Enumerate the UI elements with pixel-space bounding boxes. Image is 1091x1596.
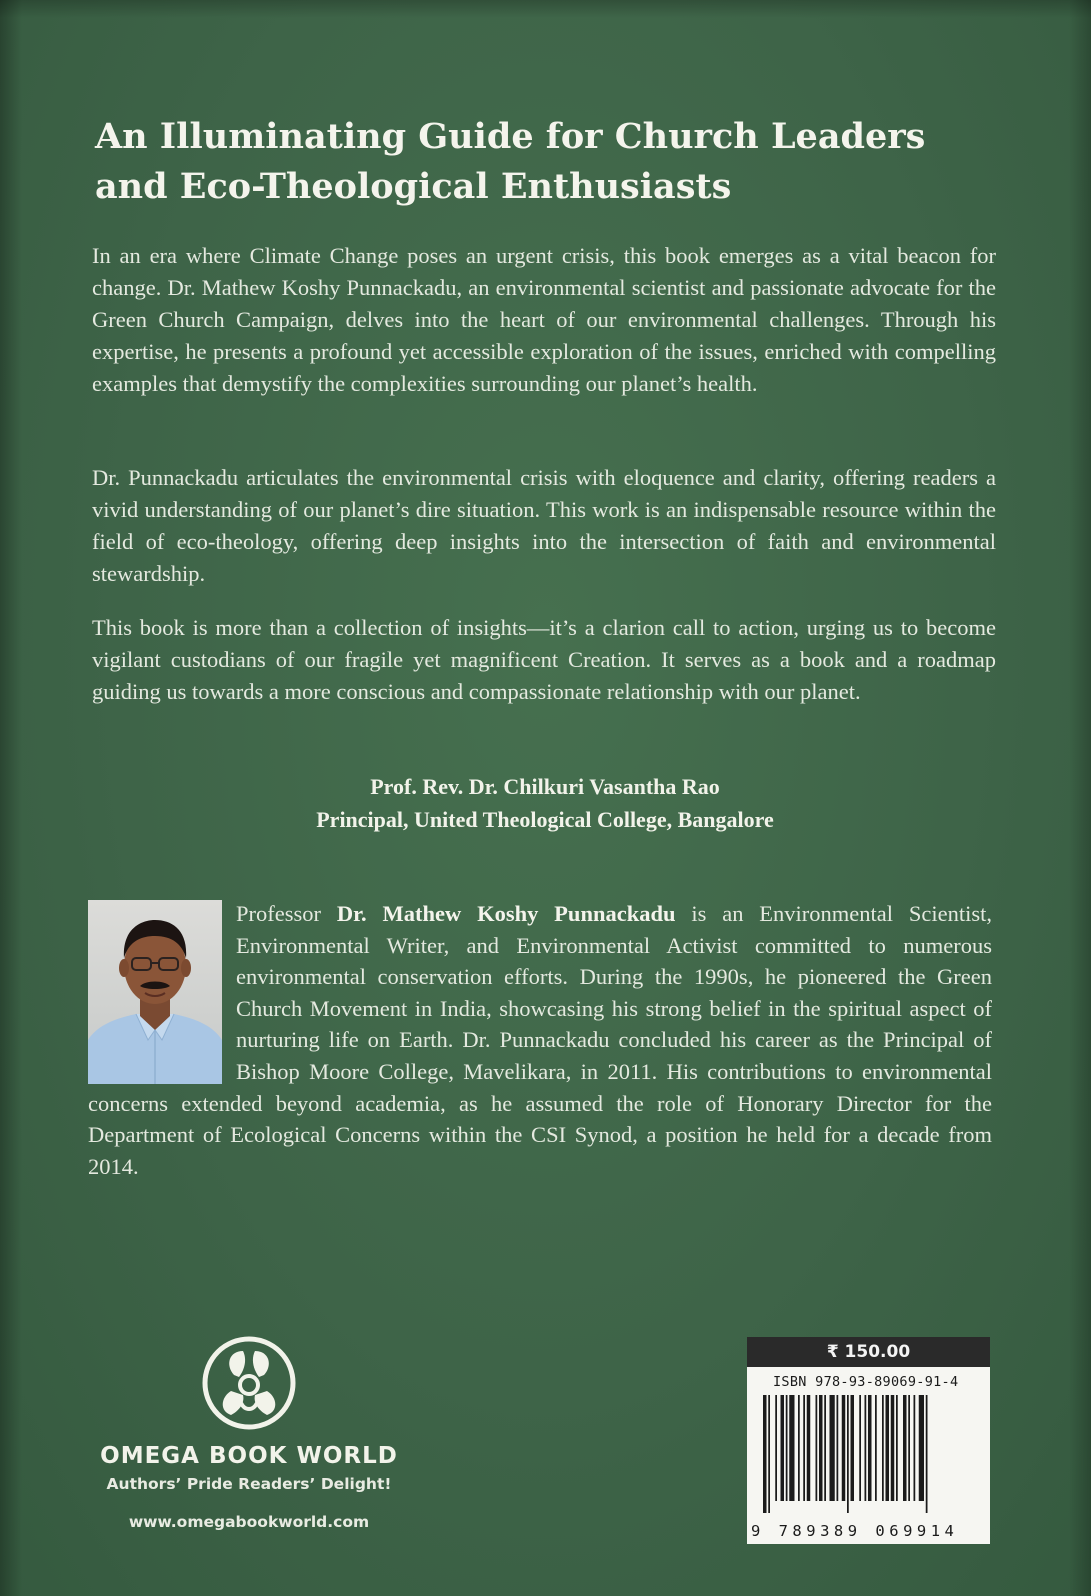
barcode-bar [859,1395,861,1501]
blurb-paragraph-3: This book is more than a collection of insights—it’s a clarion call to action, urging us to become vigilant custodians of our fragile yet magnificent Creation. It serves as a book and a roadmap guiding us towards a more conscious and compassionate relationship with our planet. [92,615,996,704]
isbn-text: ISBN 978-93-89069-91-4 [773,1374,959,1390]
bio-prefix: Professor [236,901,337,926]
barcode-bar [819,1395,823,1501]
barcode-bar [763,1395,767,1513]
bio-text: is an Environmental Scientist, Environmental Writer, and Environmental Activist committed to numerous environmental conservation efforts. During the 1990s, he pioneered the Green Church Movement in India, showcasing his strong belief in the spiritual aspect of nurturing life on Earth. Dr. Punnackadu concluded his career as the Principal of Bishop Moore College, Mavelikara, in 2011. His contributions to environmental concerns extended beyond academia, as he assumed the role of Honorary Director for the Department of Ecological Concerns within the CSI Synod, a position he held for a decade from 2014. [88,901,992,1179]
publisher-tagline: Authors’ Pride Readers’ Delight! [106,1475,392,1493]
barcode-bar [886,1395,890,1501]
publisher-block [80,1335,418,1531]
headline-line-2: and Eco-Theological Enthusiasts [95,166,732,207]
barcode-graphic [761,1395,977,1513]
barcode-bar [830,1395,835,1501]
headline-line-1: An Illuminating Guide for Church Leaders [95,116,926,157]
barcode-bar [781,1395,785,1501]
barcode-bar [919,1395,924,1501]
barcode-bar [786,1395,788,1501]
barcode-bar [903,1395,907,1501]
barcode-bar [851,1395,855,1501]
isbn-barcode-box [747,1367,990,1544]
barcode-bar [842,1395,846,1501]
barcode-bar [837,1395,839,1501]
blurb-paragraph-1: In an era where Climate Change poses an urgent crisis, this book emerges as a vital beacon for change. Dr. Mathew Koshy Punnackadu, an environmental scientist and passionate advocate for the Green Church Campaign, delves into the heart of our environmental challenges. Through his expertise, he presents a profound yet accessible exploration of the issues, enriched with compelling examples that demystify the complexities surrounding our planet’s health. [92,243,996,396]
price-label: ₹ 150.00 [747,1337,990,1367]
blurb-paragraph-2: Dr. Punnackadu articulates the environmental crisis with eloquence and clarity, offering readers a vivid understanding of our planet’s dire situation. This work is an indispensable resource within the field of eco-theology, offering deep insights into the intersection of faith and environmental stewardship. [92,465,996,586]
barcode-bar [868,1395,872,1501]
barcode-bar [807,1395,811,1501]
publisher-name: OMEGA BOOK WORLD [100,1443,398,1469]
barcode-bar [896,1395,898,1501]
barcode-bar [865,1395,867,1501]
barcode-bar [798,1395,800,1501]
barcode-bar [803,1395,805,1501]
omega-trefoil-logo-icon [201,1335,297,1431]
cover-edge-shadow-right [1069,0,1091,1596]
barcode-bar [908,1395,910,1501]
barcode-bar [882,1395,884,1501]
endorser-name: Prof. Rev. Dr. Chilkuri Vasantha Rao [370,774,720,799]
author-bio [88,898,992,1182]
barcode-bar [775,1395,777,1501]
barcode-bar [824,1395,826,1501]
barcode-bar [847,1395,849,1513]
author-photo [88,900,222,1084]
author-portrait-icon [88,900,222,1084]
cover-headline [95,112,1015,212]
publisher-url: www.omegabookworld.com [128,1513,370,1531]
cover-edge-shadow-left [0,0,22,1596]
barcode-digits: 789389 069914 [778,1522,959,1540]
bio-author-name: Dr. Mathew Koshy Punnackadu [336,901,676,926]
barcode-bar [891,1395,895,1501]
barcode-bar [816,1395,818,1501]
barcode-lead-digit: 9 [751,1522,761,1540]
endorser-role: Principal, United Theological College, Bangalore [316,807,774,832]
endorsement-attribution [95,770,995,836]
barcode-bar [914,1395,916,1501]
barcode-bar [926,1395,928,1513]
barcode-bar [875,1395,877,1501]
barcode-bar [768,1395,770,1513]
cover-edge-shadow-top [0,0,1091,18]
barcode-bar [789,1395,794,1501]
